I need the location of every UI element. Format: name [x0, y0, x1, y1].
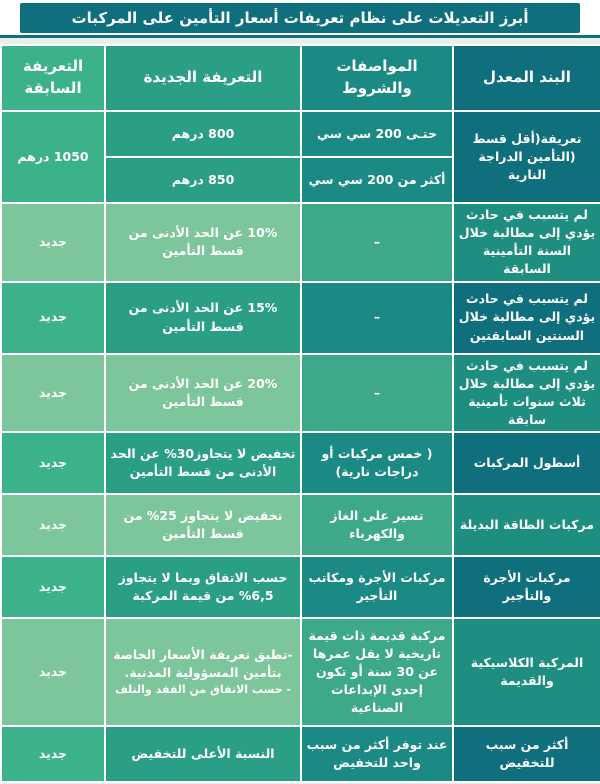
header-conditions: المواصفات والشروط — [301, 45, 453, 111]
header-old-rate: التعريفة السابقة — [1, 45, 105, 111]
row-old-discount: جديد — [1, 726, 105, 782]
row-old-fleet: جديد — [1, 432, 105, 494]
row-new-motorcycle-b: 850 درهم — [105, 157, 301, 203]
row-new-discount: النسبة الأعلى للتخفيض — [105, 726, 301, 782]
row-item-accident-3: لم يتسبب في حادث يؤدي إلى مطالبة خلال ثلاث سنوات تأمينية سابقة — [453, 354, 600, 433]
row-cond-motorcycle-b: أكثر من 200 سي سي — [301, 157, 453, 203]
row-old-alt-energy: جديد — [1, 494, 105, 556]
row-cond-discount: عند توفر أكثر من سبب واحد للتخفيض — [301, 726, 453, 782]
row-cond-rental: مركبات الأجرة ومكاتب التأجير — [301, 556, 453, 618]
row-new-rental: حسب الاتفاق وبما لا يتجاوز 6,5% من قيمة المركبة — [105, 556, 301, 618]
row-new-accident-3: 20% عن الحد الأدنى من قسط التأمين — [105, 354, 301, 433]
row-old-classic: جديد — [1, 618, 105, 726]
row-new-classic-note: - حسب الاتفاق من الفقد والتلف — [114, 683, 292, 697]
table-row — [1, 556, 600, 618]
row-old-accident-3: جديد — [1, 354, 105, 433]
rates-table — [0, 44, 600, 783]
row-old-accident-1: جديد — [1, 203, 105, 282]
table-row — [1, 282, 600, 354]
row-cond-fleet: ( خمس مركبات أو دراجات نارية) — [301, 432, 453, 494]
header-new-rate: التعريفة الجديدة — [105, 45, 301, 111]
row-item-accident-2: لم يتسبب في حادث يؤدي إلى مطالبة خلال السنتين السابقتين — [453, 282, 600, 354]
table-row — [1, 354, 600, 433]
row-new-motorcycle-a: 800 درهم — [105, 111, 301, 157]
row-item-rental: مركبات الأجرة والتأجير — [453, 556, 600, 618]
row-item-discount: أكثر من سبب للتخفيض — [453, 726, 600, 782]
row-new-fleet: تخفيض لا يتجاوز30% عن الحد الأدنى من قسط التأمين — [105, 432, 301, 494]
row-old-rental: جديد — [1, 556, 105, 618]
row-new-alt-energy: تخفيض لا يتجاوز 25% من قسط التأمين — [105, 494, 301, 556]
row-item-classic: المركبة الكلاسيكية والقديمة — [453, 618, 600, 726]
row-item-accident-1: لم يتسبب في حادث يؤدي إلى مطالبة خلال السنة التأمينية السابقة — [453, 203, 600, 282]
title-bar — [0, 0, 600, 38]
row-item-fleet: أسطول المركبات — [453, 432, 600, 494]
row-cond-accident-3: – — [301, 354, 453, 433]
row-new-classic — [105, 618, 301, 726]
row-item-alt-energy: مركبات الطاقة البديلة — [453, 494, 600, 556]
row-cond-accident-2: – — [301, 282, 453, 354]
header-item: البند المعدل — [453, 45, 600, 111]
table-row — [1, 494, 600, 556]
row-old-motorcycle: 1050 درهم — [1, 111, 105, 203]
row-new-classic-main: -تطبق تعريفة الأسعار الخاصة بتأمين المسؤولية المدنية. — [113, 646, 293, 681]
row-cond-alt-energy: تسير على الغاز والكهرباء — [301, 494, 453, 556]
row-cond-classic: مركبة قديمة ذات قيمة تاريخية لا يقل عمرها عن 30 سنة أو تكون إحدى الإبداعات الصناعية — [301, 618, 453, 726]
table-row — [1, 618, 600, 726]
page-title: أبرز التعديلات على نظام تعريفات أسعار التأمين على المركبات — [20, 3, 580, 33]
row-item-motorcycle: تعريفة(أقل قسط (التأمين الدراجة النارية — [453, 111, 600, 203]
table-row — [1, 432, 600, 494]
table-row — [1, 203, 600, 282]
row-new-accident-1: 10% عن الحد الأدنى من قسط التأمين — [105, 203, 301, 282]
row-cond-motorcycle-a: حتـى 200 سي سي — [301, 111, 453, 157]
table-row — [1, 111, 600, 157]
table-row — [1, 726, 600, 782]
row-old-accident-2: جديد — [1, 282, 105, 354]
row-new-accident-2: 15% عن الحد الأدنى من قسط التأمين — [105, 282, 301, 354]
header-row — [1, 45, 600, 111]
row-cond-accident-1: – — [301, 203, 453, 282]
